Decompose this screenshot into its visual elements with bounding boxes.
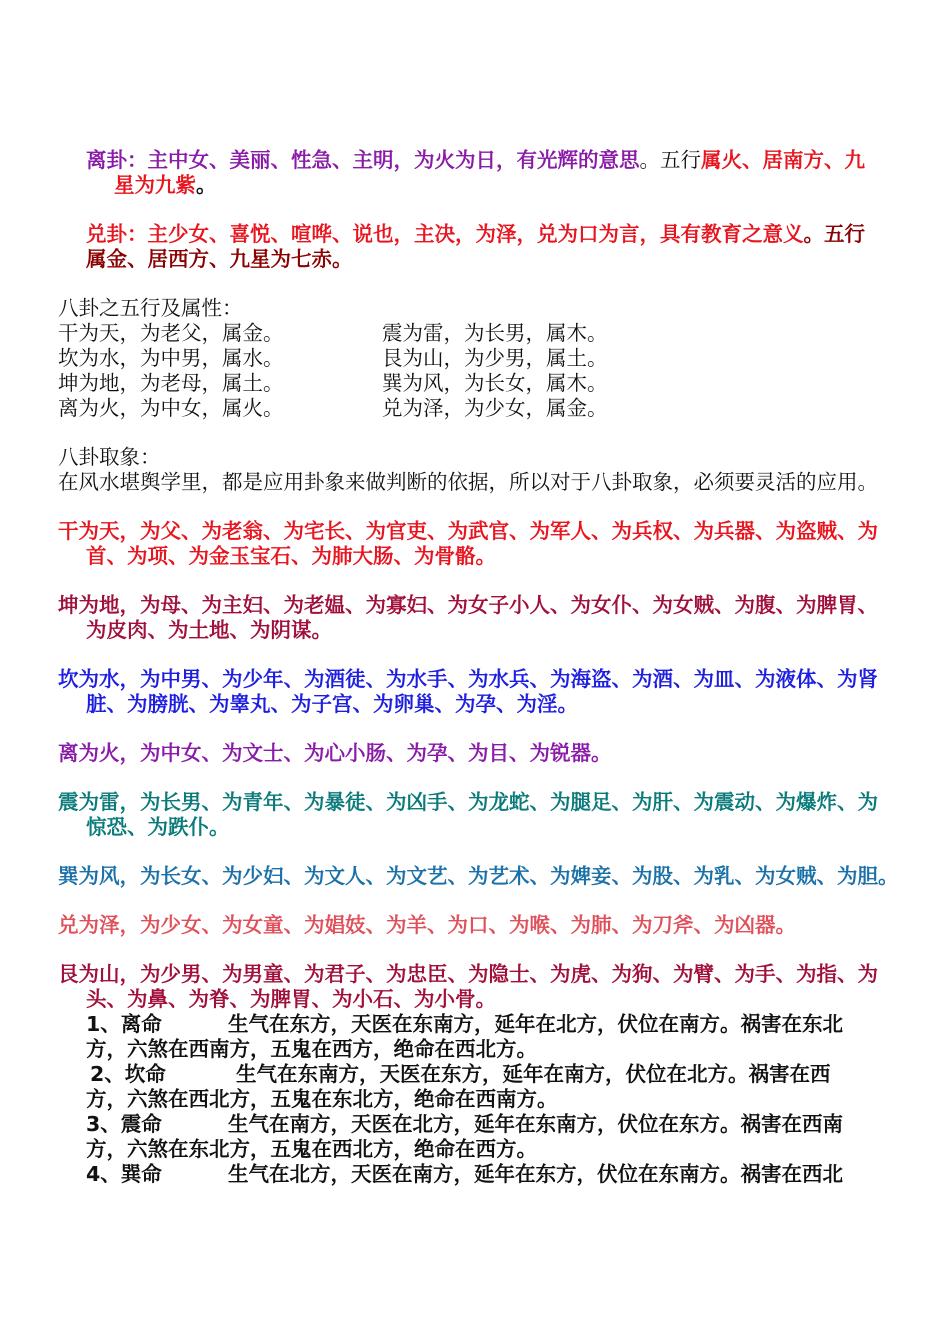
ming-item bbox=[58, 1112, 878, 1137]
wuxing-cell: 艮为山，为少男，属土。 bbox=[382, 346, 608, 370]
ming-item bbox=[58, 1162, 878, 1187]
wuxing-row bbox=[58, 371, 878, 396]
gua-item-kan: 坎为水，为中男、为少年、为酒徒、为水手、为水兵、为海盗、为酒、为皿、为液体、为肾脏、为膀胱、为睾丸、为子宫、为卵巢、为孕、为淫。 bbox=[58, 667, 878, 716]
dui-gua-text: 兑卦：主少女、喜悦、喧哗、说也，主决，为泽，兑为口为言，具有教育之意义 bbox=[86, 222, 804, 246]
wuxing-cell: 干为天，为老父，属金。 bbox=[58, 321, 284, 345]
gua-item-li: 离为火，为中女、为文士、为心小肠、为孕、为目、为锐器。 bbox=[58, 741, 612, 765]
wuxing-row bbox=[58, 396, 878, 421]
ming-line2: 方，六煞在东北方，五鬼在西北方，绝命在西方。 bbox=[86, 1137, 537, 1161]
ming-line2: 方，六煞在西南方，五鬼在西方，绝命在西北方。 bbox=[86, 1037, 537, 1061]
wuxing-title: 八卦之五行及属性： bbox=[58, 296, 243, 320]
gua-item-kun: 坤为地，为母、为主妇、为老媪、为寡妇、为女子小人、为女仆、为女贼、为腹、为脾胃、为皮肉、为土地、为阴谋。 bbox=[58, 593, 878, 642]
dui-gua-attr: 。五行属金、居西方、九星为七赤。 bbox=[86, 222, 865, 271]
gua-item-xun: 巽为风，为长女、为少妇、为文人、为文艺、为艺术、为婢妾、为股、为乳、为女贼、为胆。 bbox=[58, 864, 899, 888]
wuxing-cell: 坎为水，为中男，属水。 bbox=[58, 346, 284, 370]
li-gua-attr: 属火、居南方、九星为九紫 bbox=[114, 148, 865, 197]
li-gua-paragraph bbox=[58, 148, 878, 198]
li-gua-text: 离卦：主中女、美丽、性急、主明，为火为日，有光辉的意思 bbox=[86, 148, 640, 172]
ming-label: 2、坎命 bbox=[90, 1062, 166, 1086]
li-gua-wuxing: 。五行 bbox=[639, 148, 701, 172]
wuxing-row bbox=[58, 346, 878, 371]
ming-item bbox=[58, 1012, 878, 1037]
ming-line1: 生气在南方，天医在北方，延年在东南方，伏位在东方。祸害在西南 bbox=[228, 1112, 843, 1136]
document-page bbox=[58, 148, 899, 1187]
wuxing-cell: 离为火，为中女，属火。 bbox=[58, 396, 284, 420]
ming-label: 1、离命 bbox=[86, 1012, 162, 1036]
dui-gua-paragraph bbox=[58, 222, 878, 272]
ming-label: 4、巽命 bbox=[86, 1162, 162, 1186]
gua-item-qian: 干为天，为父、为老翁、为宅长、为官吏、为武官、为军人、为兵权、为兵器、为盗贼、为首、为项、为金玉宝石、为肺大肠、为骨骼。 bbox=[58, 519, 878, 568]
gua-item-gen: 艮为山，为少男、为男童、为君子、为忠臣、为隐士、为虎、为狗、为臂、为手、为指、为头、为鼻、为脊、为脾胃、为小石、为小骨。 bbox=[58, 962, 878, 1011]
wuxing-cell: 兑为泽，为少女，属金。 bbox=[382, 396, 608, 420]
ming-line1: 生气在北方，天医在南方，延年在东方，伏位在东南方。祸害在西北 bbox=[228, 1162, 843, 1186]
gua-item-dui: 兑为泽，为少女、为女童、为娼妓、为羊、为口、为喉、为肺、为刀斧、为凶器。 bbox=[58, 913, 796, 937]
wuxing-table bbox=[58, 321, 878, 421]
wuxing-cell: 震为雷，为长男，属木。 bbox=[382, 321, 608, 345]
ming-label: 3、震命 bbox=[86, 1112, 162, 1136]
ming-line2: 方，六煞在西北方，五鬼在东北方，绝命在西南方。 bbox=[86, 1087, 558, 1111]
ming-list bbox=[58, 1012, 878, 1187]
wuxing-cell: 坤为地，为老母，属土。 bbox=[58, 371, 284, 395]
ming-item bbox=[58, 1062, 878, 1087]
ming-line1: 生气在东方，天医在东南方，延年在北方，伏位在南方。祸害在东北 bbox=[228, 1012, 843, 1036]
li-gua-end: 。 bbox=[196, 173, 217, 197]
quxiang-title: 八卦取象： bbox=[58, 445, 161, 469]
quxiang-intro: 在风水堪舆学里，都是应用卦象来做判断的依据，所以对于八卦取象，必须要灵活的应用。 bbox=[58, 470, 878, 494]
ming-line1: 生气在东南方，天医在东方，延年在南方，伏位在北方。祸害在西 bbox=[236, 1062, 831, 1086]
wuxing-cell: 巽为风，为长女，属木。 bbox=[382, 371, 608, 395]
wuxing-row bbox=[58, 321, 878, 346]
gua-item-zhen: 震为雷，为长男、为青年、为暴徒、为凶手、为龙蛇、为腿足、为肝、为震动、为爆炸、为惊恐、为跌仆。 bbox=[58, 790, 878, 839]
